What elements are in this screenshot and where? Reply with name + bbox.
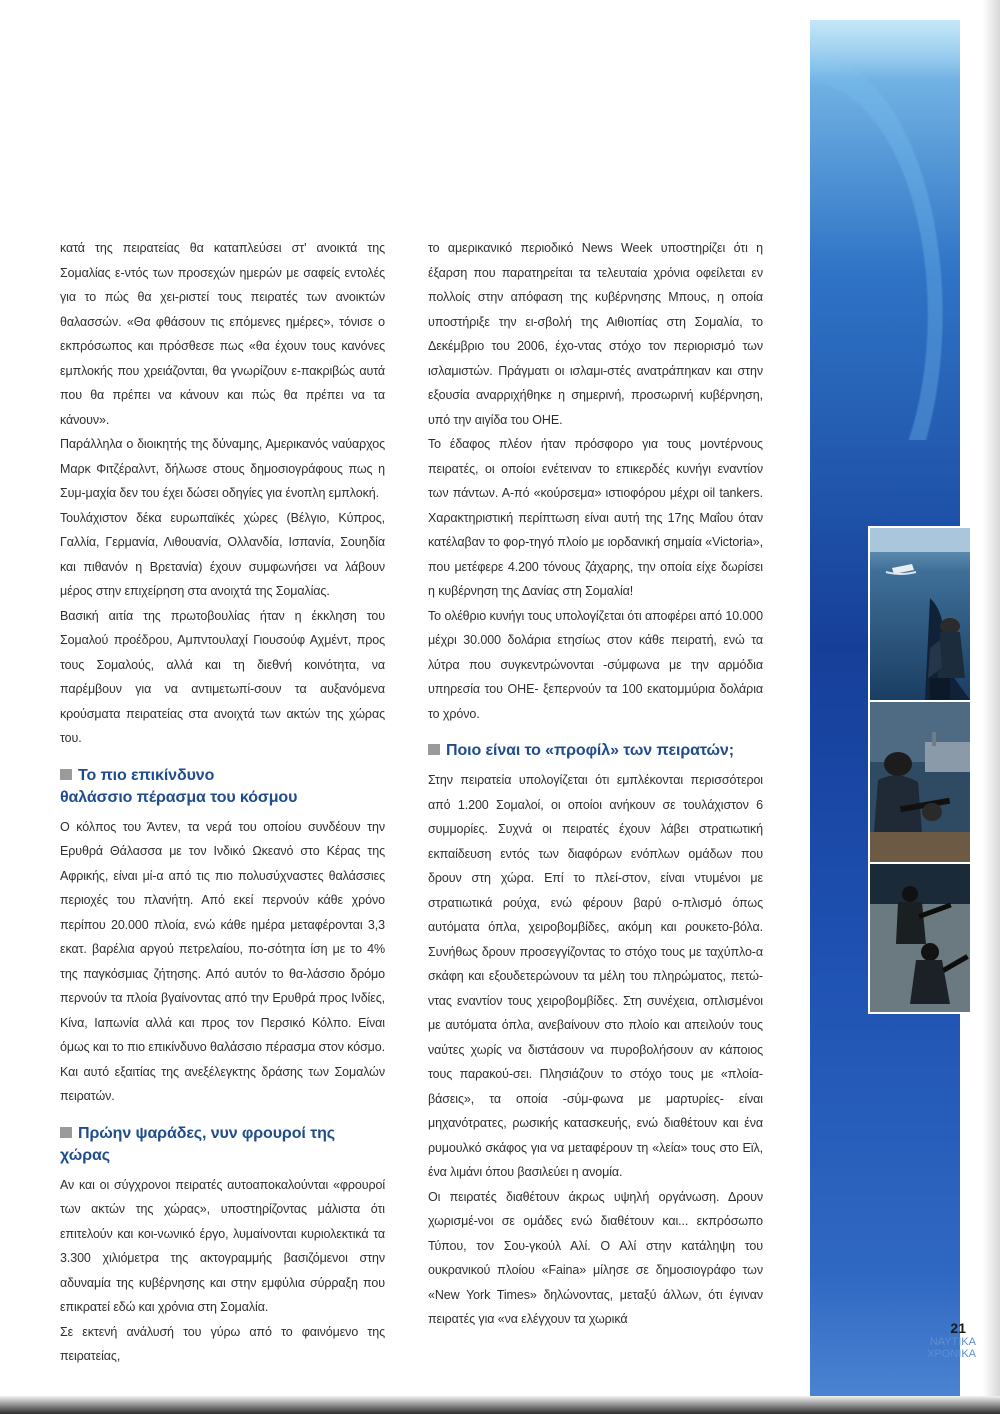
magazine-name-line-1: ΝΑΥΤΙΚΑ: [929, 1336, 976, 1348]
section-heading-fishermen: [60, 1123, 385, 1167]
armed-crew-image: [870, 702, 970, 862]
decorative-band-top: [810, 20, 960, 80]
decorative-band-curve: [810, 20, 960, 440]
heading-bullet-icon: [60, 1127, 72, 1138]
photo-boarding-team: [868, 862, 972, 1014]
magazine-name-line-2: ΧΡΟΝΙΚΑ: [927, 1348, 976, 1360]
heading-line-2: θαλάσσιο πέρασμα του κόσμου: [60, 788, 298, 806]
left-paragraph-7: Σε εκτενή ανάλυσή του γύρω από το φαινόμενο της πειρατείας,: [60, 1324, 385, 1363]
page-bottom-edge: [0, 1396, 1000, 1414]
left-paragraph-1: κατά της πειρατείας θα καταπλεύσει στ' ανοικτά της Σομαλίας ε-ντός των προσεχών ημερών με σαφείς εντολές για το πώς θα χει-ριστεί τους πειρατές των ανοικτών θαλασσών. «Θα φθάσουν τις επόμενες ημέρες», τόνισε ο εκπρόσωπος και πρόσθεσε πως «θα έχουν τους κανόνες εμπλοκής που χρειάζονται, θα γνωρίζουν ε-πακριβώς αυτά που θα πρέπει να κάνουν και πώς θα πρέπει να τα κάνουν».: [60, 241, 385, 427]
right-text-column: [428, 236, 763, 1332]
left-paragraph-4: Βασική αιτία της πρωτοβουλίας ήταν η έκκληση του Σομαλού προέδρου, Αμπντουλαχί Γιουσούφ Αχμέντ, προς τους Σομαλούς, αλλά και τη διεθνή κοινότητα, να παρέμβουν για να αντιμετωπί-σουν τα αυξανόμενα κρούσματα πειρατείας στα ανοιχτά των ακτών της χώρας του.: [60, 608, 385, 745]
heading-text: Πρώην ψαράδες, νυν φρουροί της χώρας: [60, 1124, 336, 1164]
right-paragraph-5: Οι πειρατές διαθέτουν άκρως υψηλή οργάνωση. Δρουν χωρισμέ-νοι σε ομάδες ενώ διαθέτουν και... εκπρόσωπο Τύπου, τον Σου-γκούλ Αλί. Ο Αλί στην κατάληψη του ουκρανικού πλοίου «Faina» μίλησε σε δημοσιογράφο των «New York Times» δηλώνοντας, μεταξύ άλλων, ότι έγιναν πειρατές για «να ελέγχουν τα χωρικά: [428, 1189, 763, 1326]
left-paragraph-6: Αν και οι σύγχρονοι πειρατές αυτοαποκαλούνται «φρουροί των ακτών της χώρας», υποστηρίζοντας μάλιστα ότι επιτελούν και κοι-νωνικό έργο, λυμαίνονται κυριολεκτικά τα 3.300 χιλιόμετρα της ακτογραμμής βασιζόμενοι στην αδυναμία της κυβέρνησης και στην εμφύλια σύρραξη που επικρατεί εδώ και χρόνια στη Σομαλία.: [60, 1177, 385, 1314]
right-paragraph-1: το αμερικανικό περιοδικό News Week υποστηρίζει ότι η έξαρση που παρατηρείται τα τελευταία χρόνια οφείλεται εν πολλοίς στην απόφαση της κυβέρνησης Μπους, η οποία υποστήριξε την ει-σβολή της Αιθιοπίας στη Σομαλία, το Δεκέμβριο του 2006, έχο-ντας στόχο τον περιορισμό των ισλαμιστών. Πράγματι οι ισλαμι-στές ανατράπηκαν και στην εξουσία αναρριχήθηκε η σημερινή, προσωρινή κυβέρνηση, υπό την αιγίδα του ΟΗΕ.: [428, 241, 763, 427]
heading-line-1: Το πιο επικίνδυνο: [78, 766, 215, 784]
right-paragraph-2: Το έδαφος πλέον ήταν πρόσφορο για τους μοντέρνους πειρατές, οι οποίοι ενέτειναν το επικερδές κυνήγι εναντίον των πάντων. Α-πό «κούρσεμα» ιστιοφόρου μέχρι oil tankers. Χαρακτηριστική περίπτωση είναι αυτή της 17ης Μαΐου όταν κατέλαβαν το φορ-τηγό πλοίο με ιορδανική σημαία «Victoria», που μετέφερε 4.200 τόνους ζάχαρης, την οποία είχε δωρίσει η κυβέρνηση της Δανίας στη Σομαλία!: [428, 437, 763, 598]
right-paragraph-4: Στην πειρατεία υπολογίζεται ότι εμπλέκονται περισσότεροι από 1.200 Σομαλοί, οι οποίοι ανήκουν σε τουλάχιστον 6 συμμορίες. Συχνά οι πειρατές έχουν λάβει στρατιωτική εκπαίδευση εντός των διαφόρων ενόπλων ομάδων που δρουν στη χώρα. Επί το πλεί-στον, είναι ντυμένοι με στρατιωτικά ρούχα, ενώ φέρουν βαρύ ο-πλισμό όπως αυτόματα όπλα, χειροβομβίδες, ακόμη και ρουκετο-βόλα. Συνήθως δρουν προσεγγίζοντας το στόχο τους με ταχύπλο-α σκάφη και εξουδετερώνουν τα μέλη του πληρώματος, πετώ-ντας εναντίον τους χειροβομβίδες. Στη συνέχεια, οπλισμένοι με αυτόματα όπλα, ανεβαίνουν στο πλοίο και απειλούν τους ναύτες χωρίς να διστάσουν να πυροβολήσουν αν κάποιος τους παρακού-σει. Πλησιάζουν το στόχο τους με «πλοία-βάσεις», τα οποία -σύμ-φωνα με μαρτυρίες- είναι μηχανότρατες, ρωσικής κατασκευής, ενώ διαθέτουν και ένα ρυμουλκό σκάφος για να μεταφέρουν τη «λεία» τους στο Εϊλ, ένα λιμάνι όπου βασιλεύει η ανομία.: [428, 773, 763, 1179]
left-paragraph-3: Τουλάχιστον δέκα ευρωπαϊκές χώρες (Βέλγιο, Κύπρος, Γαλλία, Γερμανία, Λιθουανία, Ολλανδία, Ισπανία, Σουηδία και πιθανόν η Βρετανία) έχουν συμφωνήσει να λάβουν μέρος στην επιχείρηση στα ανοιχτά της Σομαλίας.: [60, 510, 385, 598]
photo-armed-crew: [868, 700, 972, 864]
heading-bullet-icon: [428, 744, 440, 755]
heading-text: Ποιο είναι το «προφίλ» των πειρατών;: [446, 742, 734, 759]
left-paragraph-5: Ο κόλπος του Άντεν, τα νερά του οποίου συνδέουν την Ερυθρά Θάλασσα με τον Ινδικό Ωκεανό στο Κέρας της Αφρικής, είναι μί-α από τις πιο πολυσύχναστες θαλάσσιες περιοχές του πλανήτη. Από εκεί περνούν κάθε χρόνο περίπου 20.000 πλοία, ενώ κάθε ημέρα μεταφέρονται 3,3 εκατ. βαρέλια αργού πετρελαίου, πο-σότητα ίση με το 4% της παγκόσμιας ζήτησης. Από αυτόν το θα-λάσσιο δρόμο περνούν τα πλοία βγαίνοντας από την Ερυθρά προς Ινδίες, Κίνα, Ιαπωνία αλλά και προς τον Περσικό Κόλπο. Είναι όμως και το πιο επικίνδυνο θαλάσσιο πέρασμα στον κόσμο. Και αυτό εξαιτίας της ανεξέλεγκτης δράσης των Σομαλών πειρατών.: [60, 819, 386, 1103]
right-paragraph-3: Το ολέθριο κυνήγι τους υπολογίζεται ότι αποφέρει από 10.000 μέχρι 30.000 δολάρια ετησίως στον κάθε πειρατή, ενώ τα λύτρα που συγκεντρώνονται -σύμφωνα με την αρμόδια υπηρεσία του ΟΗΕ- ξεπερνούν τα 100 εκατομμύρια δολάρια το χρόνο.: [428, 608, 763, 721]
left-paragraph-2: Παράλληλα ο διοικητής της δύναμης, Αμερικανός ναύαρχος Μαρκ Φιτζέραλντ, δήλωσε στους δημοσιογράφους πως η Συμ-μαχία δεν του έχει δώσει οδηγίες για ένοπλη εμπλοκή.: [60, 437, 385, 500]
photo-speedboat: [868, 526, 972, 702]
speedboat-image: [870, 528, 970, 700]
boarding-team-image: [870, 864, 970, 1012]
left-text-column: [60, 236, 385, 1369]
page-number: 21: [950, 1320, 966, 1336]
section-heading-dangerous-passage: [60, 765, 385, 809]
section-heading-pirate-profile: [428, 740, 763, 762]
page-edge-shadow: [982, 0, 1000, 1414]
heading-bullet-icon: [60, 769, 72, 780]
